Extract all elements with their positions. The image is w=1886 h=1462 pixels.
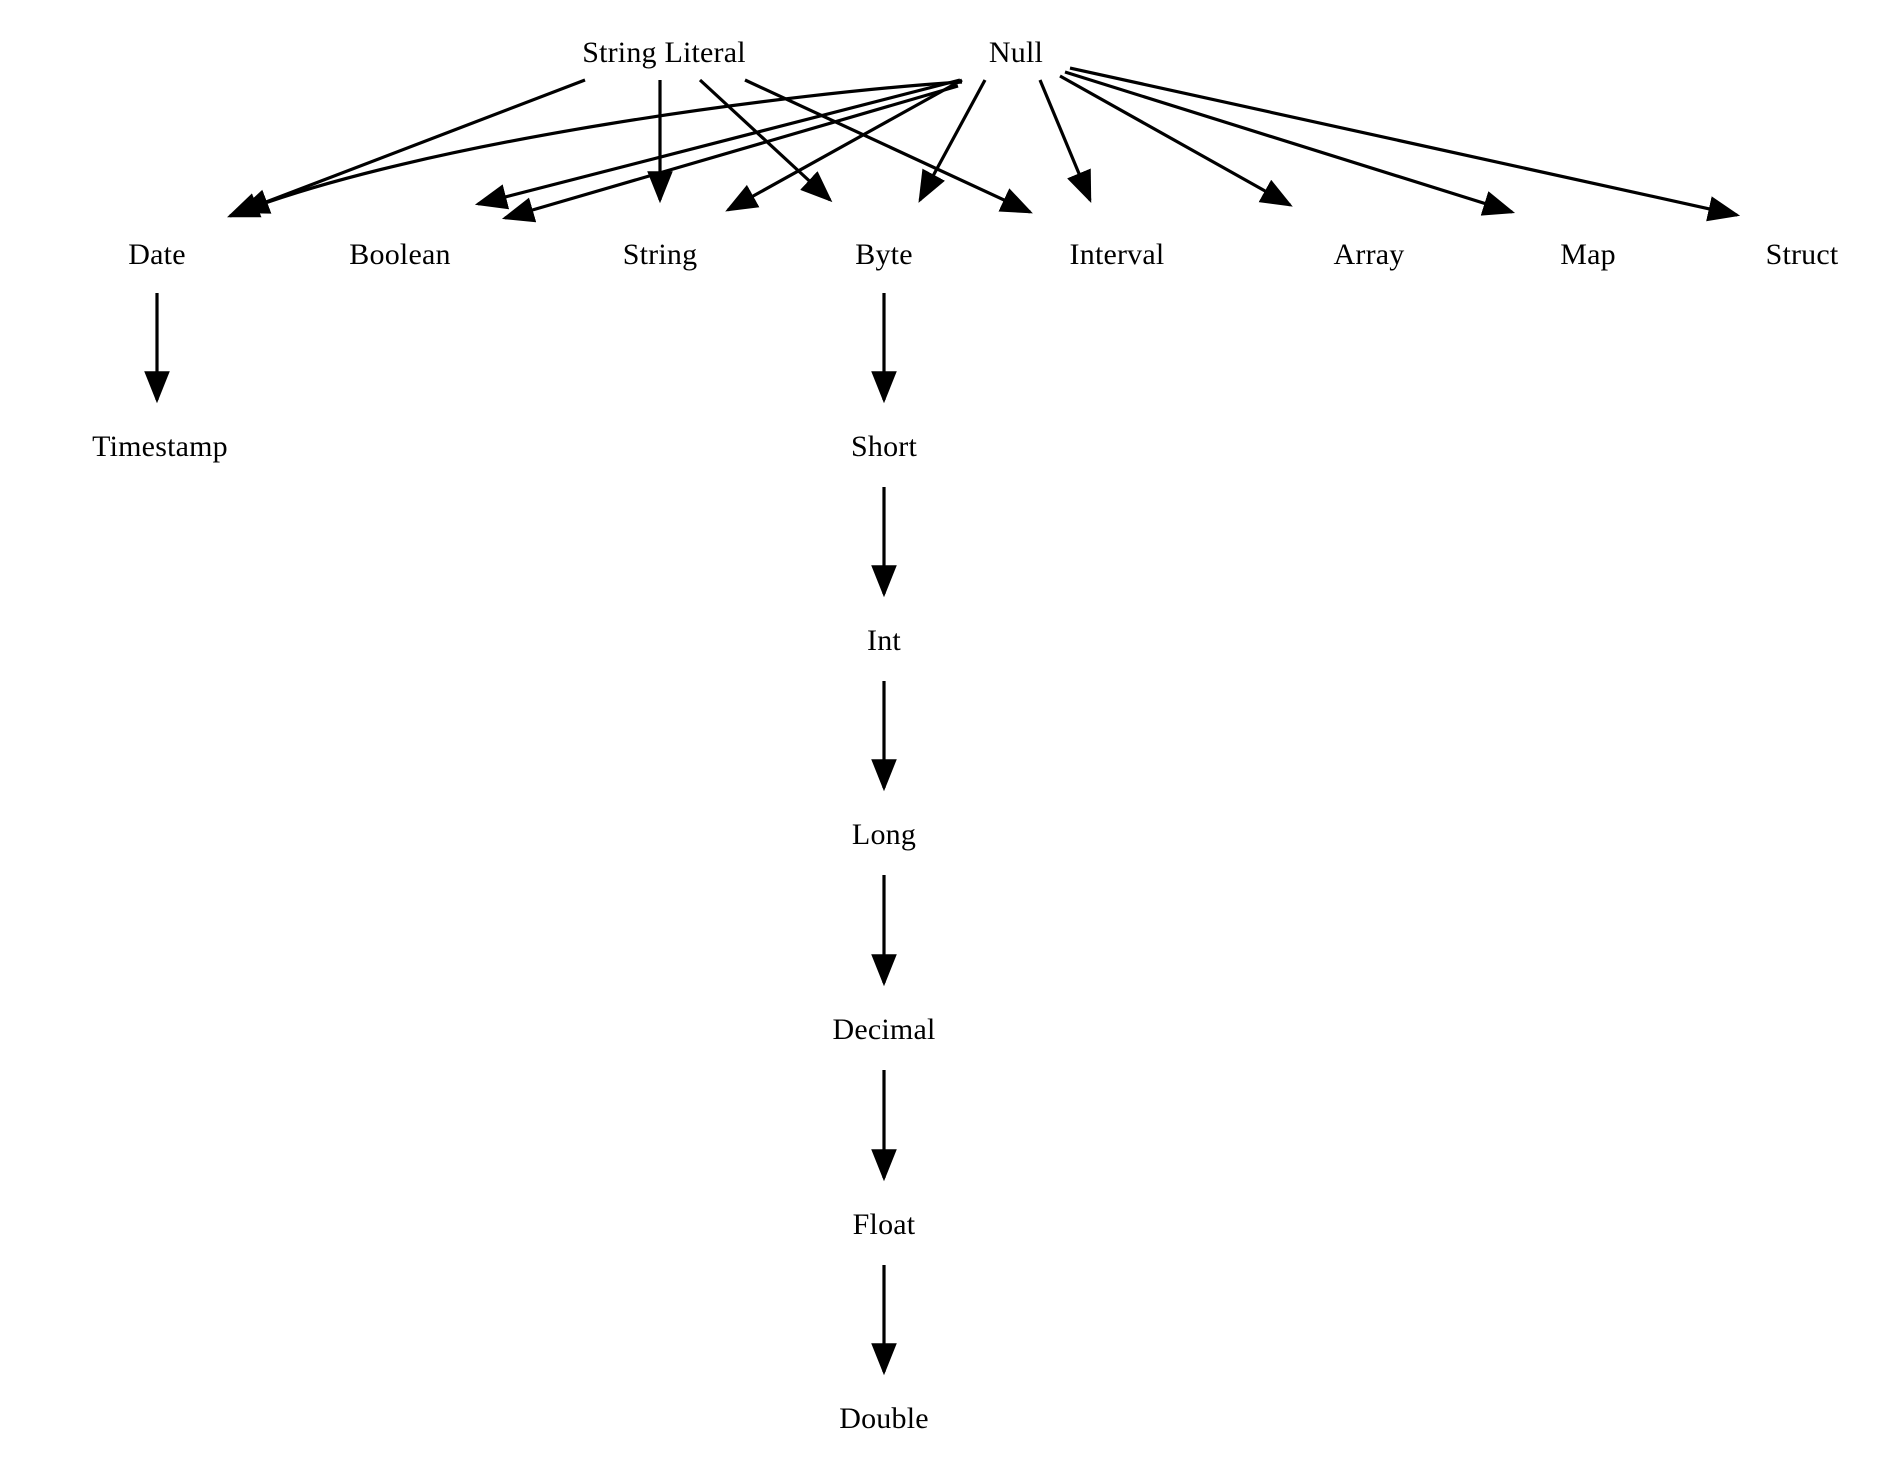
node-date: Date: [128, 238, 186, 271]
edge-null-to-array: [1060, 76, 1290, 205]
node-boolean: Boolean: [349, 238, 451, 271]
edge-string-literal-to-byte: [700, 80, 830, 200]
node-timestamp: Timestamp: [92, 430, 228, 463]
node-null: Null: [988, 36, 1044, 69]
node-int: Int: [867, 624, 901, 657]
edge-null-to-map: [1065, 72, 1512, 212]
edge-null-to-struct: [1070, 68, 1737, 215]
node-array: Array: [1333, 238, 1405, 271]
edge-null-to-interval: [1040, 80, 1090, 200]
node-short: Short: [850, 430, 918, 463]
node-decimal: Decimal: [832, 1013, 936, 1046]
node-interval: Interval: [1069, 238, 1165, 271]
node-string: String: [622, 238, 698, 271]
edge-string-literal-to-date: [240, 80, 585, 212]
node-string-literal: String Literal: [582, 36, 746, 69]
edge-null-to-date: [230, 82, 962, 216]
node-double: Double: [839, 1402, 929, 1435]
node-long: Long: [851, 818, 917, 851]
node-map: Map: [1560, 238, 1616, 271]
node-float: Float: [852, 1208, 916, 1241]
node-byte: Byte: [855, 238, 913, 271]
node-struct: Struct: [1765, 238, 1839, 271]
